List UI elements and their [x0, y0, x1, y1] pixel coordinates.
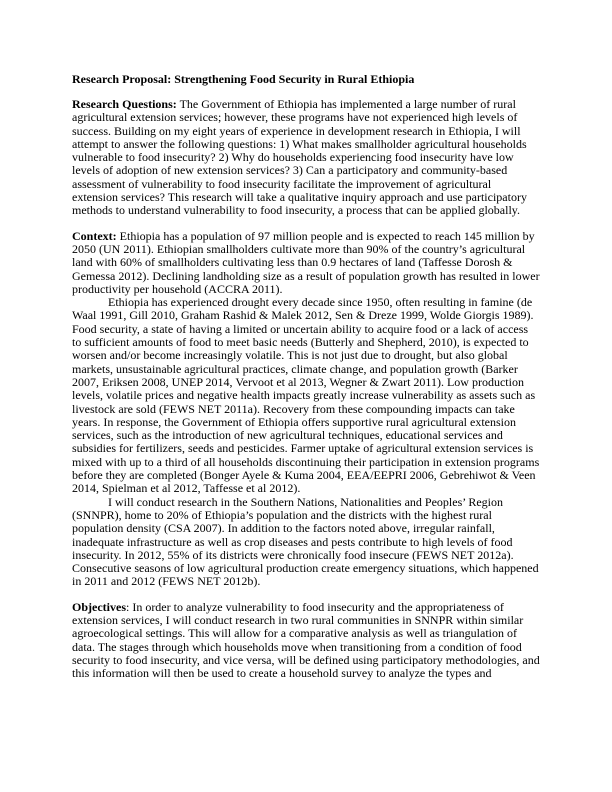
context-paragraph-2: Ethiopia has experienced drought every decade since 1950, often resulting in famine (de Waal 1991, Gill 2010, Graham Rashid & Malek 2012, Sen & Dreze 1999, Wolde Giorgis 1989). Food security, a state of having a limited or uncertain ability to acquire food or a lack of access to sufficient amounts of food to meet basic needs (Butterly and Shepherd, 2010), is expected to worsen and/or become increasingly volatile. This is not just due to drought, but also global markets, unsustainable agricultural practices, climate change, and population growth (Barker 2007, Eriksen 2008, UNEP 2014, Vervoot et al 2013, Wegner & Zwart 2011). Low production levels, volatile prices and negative health impacts greatly increase vulnerability as assets such as livestock are sold (FEWS NET 2011a). Recovery from these compounding impacts can take years. In response, the Government of Ethiopia offers supportive rural agricultural extension services, such as the introduction of new agricultural techniques, educational services and subsidies for fertilizers, seeds and pesticides. Farmer uptake of agricultural extension services is mixed with up to a third of all households discontinuing their participation in extension programs before they are completed (Bonger Ayele & Kuma 2004, EEA/EEPRI 2006, Gebrehiwot & Veen 2014, Spielman et al 2012, Taffesse et al 2012).	[72, 295, 540, 496]
context-label: Context:	[72, 228, 117, 243]
research-questions-label: Research Questions:	[72, 97, 177, 111]
objectives-paragraph	[72, 601, 540, 681]
context-paragraph-3: I will conduct research in the Southern Nations, Nationalities and Peoples’ Region (SNNPR), home to 20% of Ethiopia’s population and the districts with the highest rural population density (CSA 2007). In addition to the factors noted above, irregular rainfall, inadequate infrastructure as well as crop diseases and pests contribute to high levels of food insecurity. In 2012, 55% of its districts were chronically food insecure (FEWS NET 2012a). Consecutive seasons of low agricultural production create emergency situations, which happened in 2011 and 2012 (FEWS NET 2012b).	[72, 494, 539, 589]
research-questions-paragraph	[72, 98, 540, 218]
objectives-text: : In order to analyze vulnerability to food insecurity and the appropriateness of extension services, I will conduct research in two rural communities in SNNPR within similar agroecological settings. This will allow for a comparative analysis as well as triangulation of data. The stages through which households move when transitioning from a condition of food security to food insecurity, and vice versa, will be defined using participatory methodologies, and this information will then be used to create a household survey to analyze the types and	[72, 599, 540, 681]
context-section	[72, 230, 540, 589]
document-title: Research Proposal: Strengthening Food Security in Rural Ethiopia	[72, 72, 415, 86]
context-text-1: Ethiopia has a population of 97 million people and is expected to reach 145 million by 2050 (UN 2011). Ethiopian smallholders cultivate more than 90% of the country’s agricultural land with 60% of smallholders cultivating less than 0.9 hectares of land (Taffesse Dorosh & Gemessa 2012). Declining landholding size as a result of population growth has resulted in lower productivity per household (ACCRA 2011).	[72, 228, 540, 296]
objectives-label: Objectives	[72, 599, 126, 614]
research-questions-text: The Government of Ethiopia has implemented a large number of rural agricultural extension services; however, these programs have not experienced high levels of success. Building on my eight years of experience in development research in Ethiopia, I will attempt to answer the following questions: 1) What makes smallholder agricultural households vulnerable to food insecurity? 2) Why do households experiencing food insecurity have low levels of adoption of new extension services? 3) Can a participatory and community-based assessment of vulnerability to food insecurity facilitate the improvement of agricultural extension services? This research will take a qualitative inquiry approach and use participatory methods to understand vulnerability to food insecurity, a process that can be applied globally.	[72, 97, 527, 218]
objectives-section	[72, 601, 540, 681]
context-paragraph-1	[72, 230, 540, 296]
research-questions-section	[72, 98, 540, 218]
